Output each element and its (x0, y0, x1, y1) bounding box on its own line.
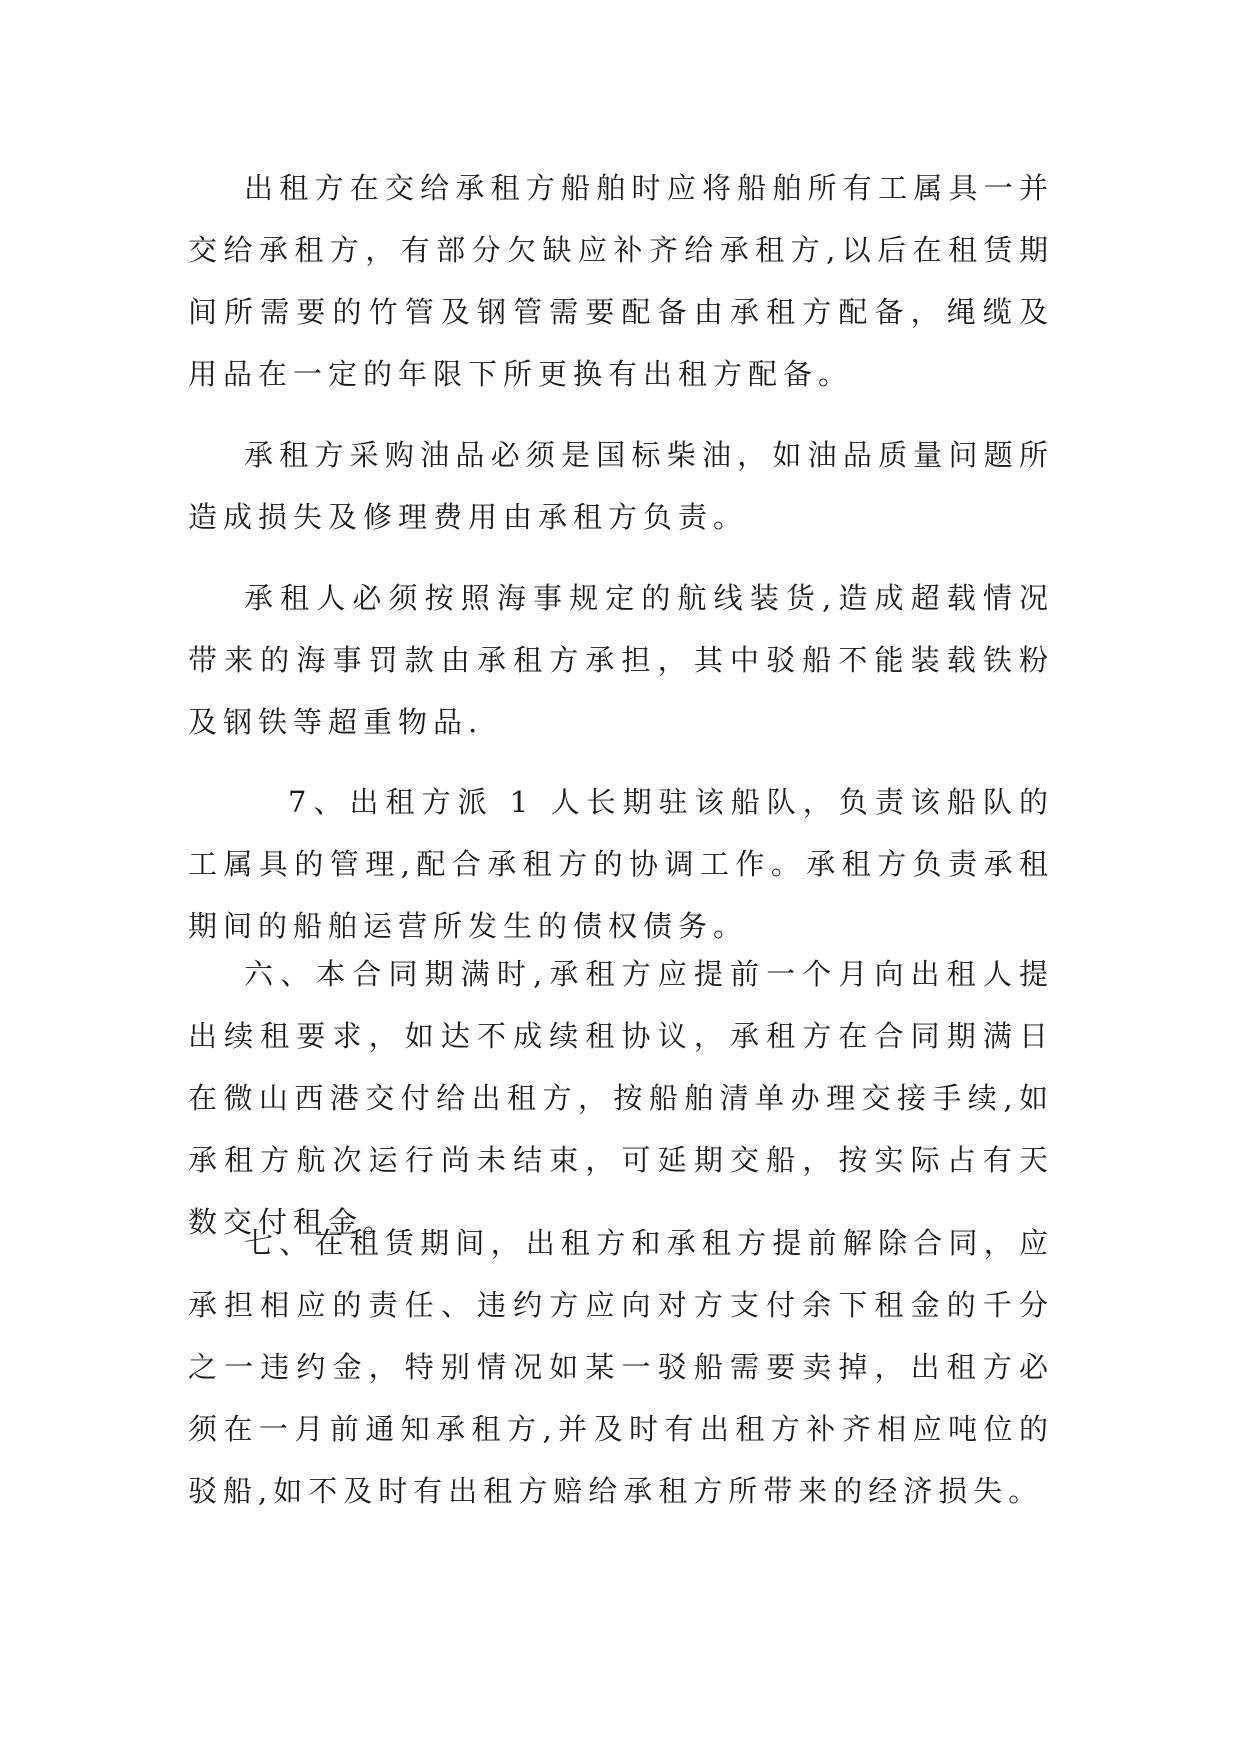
paragraph-clause-7-termination: 七、在租赁期间，出租方和承租方提前解除合同，应承担相应的责任、违约方应向对方支付余下租金的千分之一违约金，特别情况如某一驳船需要卖掉，出租方必须在一月前通知承租方,并及时有出租方补齐相应吨位的驳船,如不及时有出租方赔给承租方所带来的经济损失。 (188, 1226, 1054, 1508)
paragraph-clause-6-expiry: 六、本合同期满时,承租方应提前一个月向出租人提出续租要求，如达不成续租协议，承租方在合同期满日在微山西港交付给出租方，按船舶清单办理交接手续,如承租方航次运行尚未结束，可延期交船，按实际占有天数交付租金。 (188, 957, 1054, 1239)
paragraph-clause-7: 7、出租方派 1 人长期驻该船队，负责该船队的工属具的管理,配合承租方的协调工作。承租方负责承租期间的船舶运营所发生的债权债务。 (188, 785, 1054, 943)
paragraph-fuel-quality: 承租方采购油品必须是国标柴油，如油品质量问题所造成损失及修理费用由承租方负责。 (188, 438, 1054, 534)
paragraph-tools-equipment: 出租方在交给承租方船舶时应将船舶所有工属具一并交给承租方，有部分欠缺应补齐给承租方,以后在租赁期间所需要的竹管及钢管需要配备由承租方配备，绳缆及用品在一定的年限下所更换有出租方配备。 (188, 171, 1054, 391)
paragraph-loading-route: 承租人必须按照海事规定的航线装货,造成超载情况带来的海事罚款由承租方承担，其中驳船不能装载铁粉及钢铁等超重物品. (188, 581, 1054, 739)
